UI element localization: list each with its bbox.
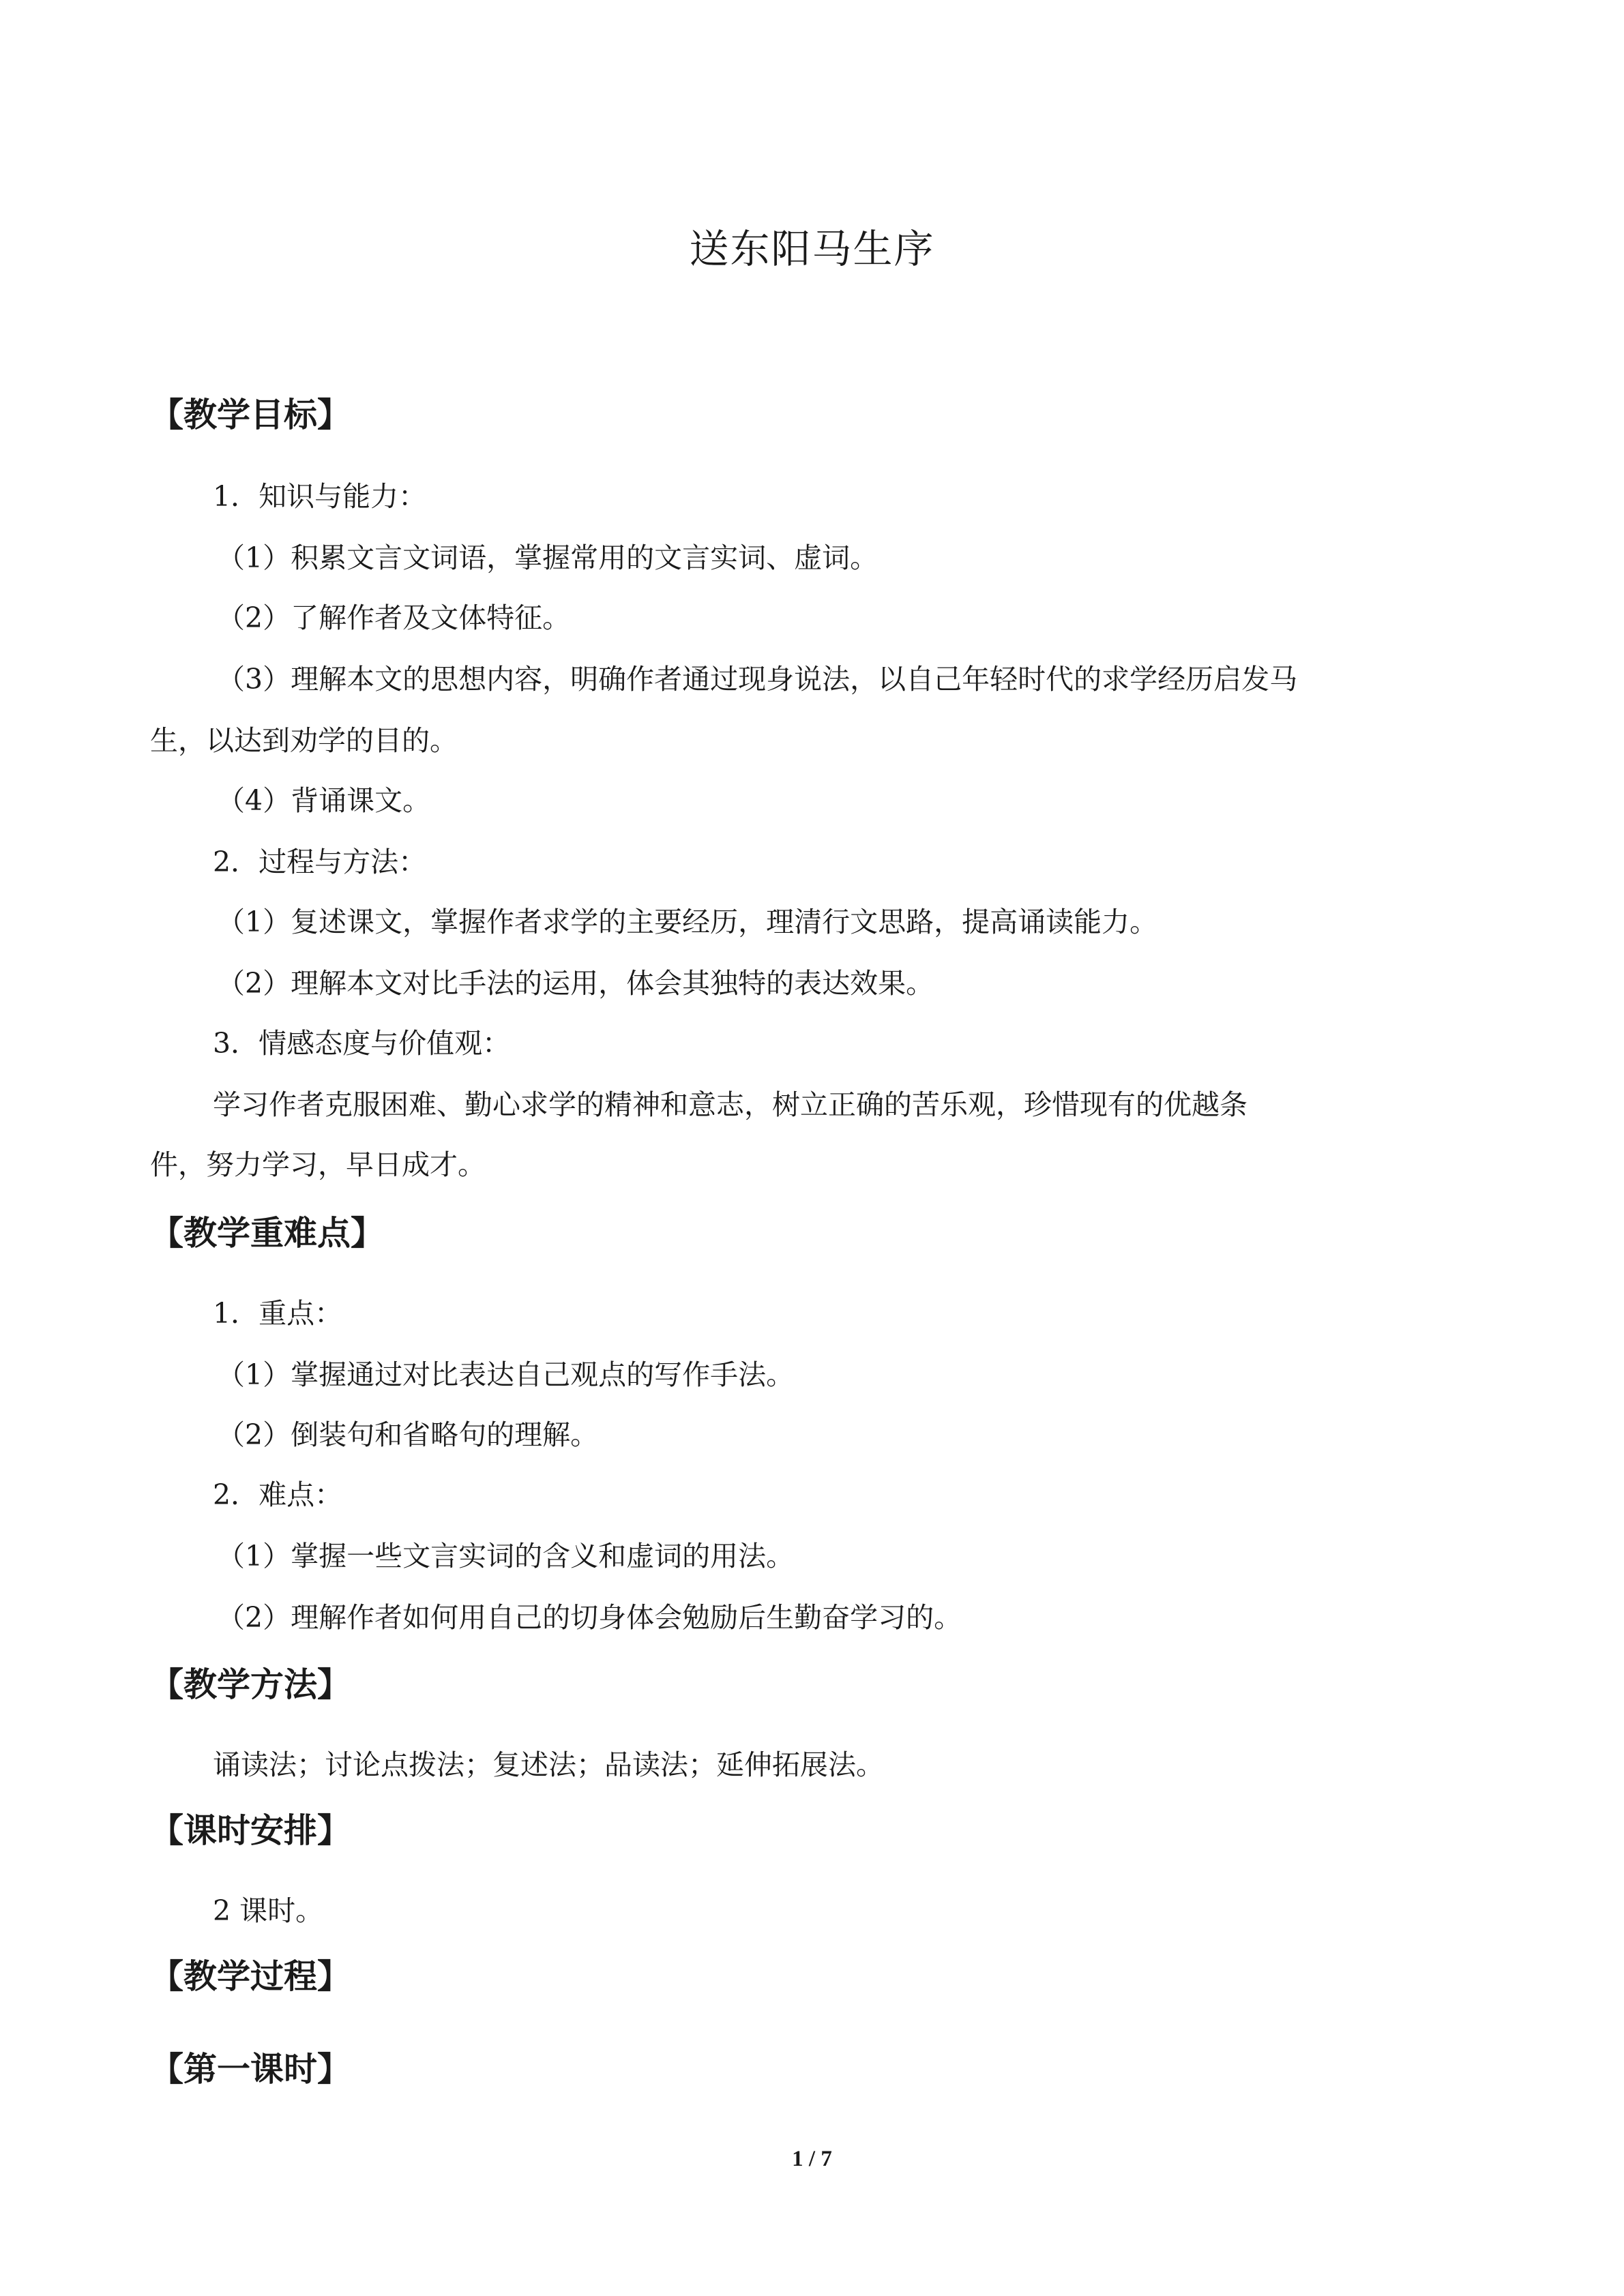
objective-line: 3．情感态度与价值观： — [213, 1027, 511, 1060]
key-point-line: （1）掌握一些文言实词的含义和虚词的用法。 — [217, 1540, 795, 1572]
key-point-line: 1．重点： — [213, 1297, 343, 1330]
key-point-line: （1）掌握通过对比表达自己观点的写作手法。 — [217, 1358, 795, 1391]
objective-line: 学习作者克服困难、勤心求学的精神和意志，树立正确的苦乐观，珍惜现有的优越条 — [213, 1088, 1247, 1121]
objective-line: （3）理解本文的思想内容，明确作者通过现身说法，以自己年轻时代的求学经历启发马 — [217, 663, 1298, 696]
schedule-line: 2 课时。 — [213, 1894, 324, 1927]
key-point-line: （2）倒装句和省略句的理解。 — [217, 1418, 599, 1451]
objective-line: （1）积累文言文词语，掌握常用的文言实词、虚词。 — [217, 541, 879, 574]
objective-line: （1）复述课文，掌握作者求学的主要经历，理清行文思路，提高诵读能力。 — [217, 906, 1158, 938]
objective-line: 2．过程与方法： — [213, 846, 427, 878]
section-heading-objectives: 【教学目标】 — [150, 396, 351, 434]
methods-line: 诵读法；讨论点拨法；复述法；品读法；延伸拓展法。 — [213, 1748, 884, 1781]
key-point-line: （2）理解作者如何用自己的切身体会勉励后生勤奋学习的。 — [217, 1601, 962, 1634]
section-heading-schedule: 【课时安排】 — [150, 1811, 351, 1850]
section-heading-process: 【教学过程】 — [150, 1957, 351, 1996]
section-heading-key-points: 【教学重难点】 — [150, 1214, 385, 1253]
objective-line: 1．知识与能力： — [213, 480, 427, 513]
objective-line: （2）理解本文对比手法的运用，体会其独特的表达效果。 — [217, 967, 934, 1000]
section-heading-methods: 【教学方法】 — [150, 1665, 351, 1704]
objective-line: 件，努力学习，早日成才。 — [150, 1148, 486, 1181]
section-heading-first-lesson: 【第一课时】 — [150, 2050, 351, 2089]
objective-line: （2）了解作者及文体特征。 — [217, 601, 571, 634]
key-point-line: 2．难点： — [213, 1478, 343, 1511]
objective-line: （4）背诵课文。 — [217, 784, 431, 817]
page-number: 1 / 7 — [792, 2147, 832, 2171]
document-title: 送东阳马生序 — [689, 226, 935, 272]
objective-line: 生，以达到劝学的目的。 — [150, 724, 458, 757]
